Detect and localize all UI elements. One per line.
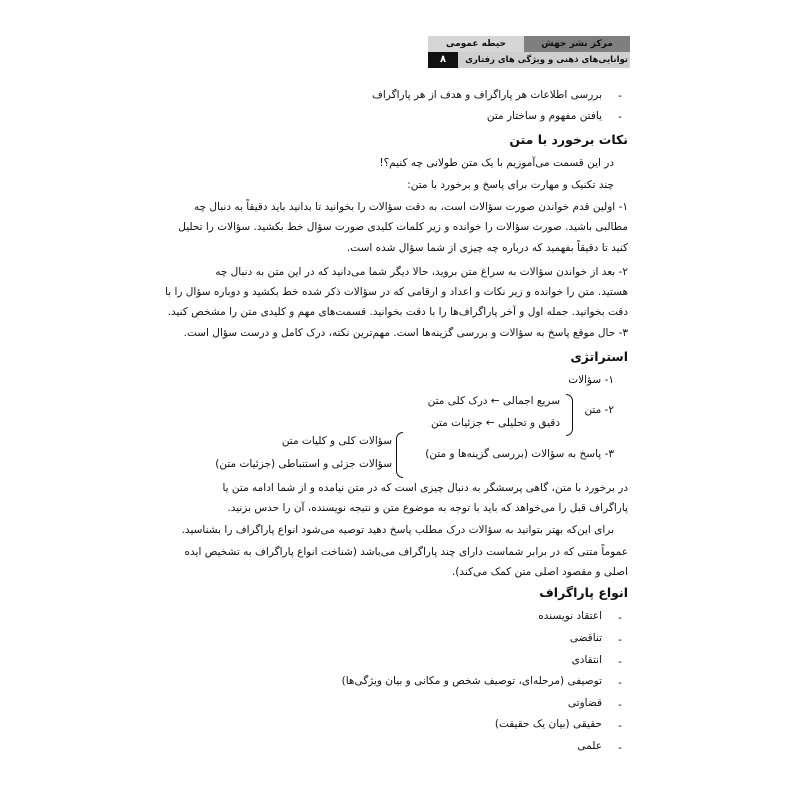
paragraph-line: مطالبی باشید. صورت سؤالات را خوانده و زیر کلمات کلیدی صورت سؤال خط بکشید. سؤالات را تحلیل xyxy=(178,221,628,233)
paragraph-line: در برخورد با متن، گاهی پرسشگر به دنبال چیزی است که در متن نیامده و از شما ادامه متن یا xyxy=(222,482,628,494)
strategy-item: ۱- سؤالات xyxy=(568,374,614,386)
paragraph-type-item: حقیقی (بیان یک حقیقت) xyxy=(494,718,602,730)
section-heading: استراتژی xyxy=(570,349,628,364)
paragraph-line: پاراگراف قبل را می‌خواهد که باید با توجه به موضوع متن و نتیجه نویسنده، آن را حدس بزنید. xyxy=(227,502,628,514)
paragraph-type-item: توصیفی (مرحله‌ای، توصیف شخص و مکانی و بیان ویژگی‌ها) xyxy=(341,675,602,687)
paragraph-line: ۱- اولین قدم خواندن صورت سؤالات است، به دقت سؤالات را بخوانید تا بدانید باید دقیقاً به دنبال چه xyxy=(193,201,628,213)
paragraph-line: عموماً متنی که در برابر شماست دارای چند پاراگراف می‌باشد (شناخت انواع پاراگراف به تشخیص ایده xyxy=(184,546,628,558)
header-publisher: مرکز نشر جهش xyxy=(524,36,630,52)
bullet-dash: - xyxy=(618,634,622,646)
bullet-dash: - xyxy=(618,699,622,711)
bullet-dash: - xyxy=(618,720,622,732)
strategy-subitem: سؤالات جزئی و استنباطی (جزئیات متن) xyxy=(215,458,392,470)
strategy-subitem: سریع اجمالی ← درک کلی متن xyxy=(427,395,560,407)
question-line: در این قسمت می‌آموزیم با یک متن طولانی چه کنیم؟! xyxy=(379,157,614,169)
strategy-subitem: دقیق و تحلیلی ← جزئیات متن xyxy=(431,417,560,429)
strategy-item: ۲- متن xyxy=(584,404,614,416)
paragraph-line: برای این‌که بهتر بتوانید به سؤالات درک مطلب پاسخ دهید توصیه می‌شود انواع پاراگراف را بشناسید. xyxy=(181,524,614,536)
bullet-dash: - xyxy=(618,111,622,123)
paragraph-type-item: قضاوتی xyxy=(567,697,602,709)
paragraph-line: کنید تا دقیقاً بفهمید که درباره چه چیزی از شما سؤال شده است. xyxy=(346,242,628,254)
paragraph-line: اصلی و مقصود اصلی متن کمک می‌کند). xyxy=(451,566,628,578)
header-section-label: حیطه عمومی xyxy=(428,36,524,52)
bullet-dash: - xyxy=(618,90,622,102)
brace xyxy=(396,432,403,478)
page-number: ۸ xyxy=(428,52,458,68)
paragraph-type-item: علمی xyxy=(577,740,602,752)
section-heading: انواع پاراگراف xyxy=(539,585,628,600)
strategy-subitem: سؤالات کلی و کلیات متن xyxy=(281,435,392,447)
paragraph-line: دقت بخوانید. جمله اول و آخر پاراگراف‌ها را با دقت بخوانید. قسمت‌های مهم و کلیدی متن را مشخص کنید. xyxy=(167,306,628,318)
header-subtitle: توانایی‌های ذهنی و ویژگی های رفتاری xyxy=(465,55,628,65)
question-line: چند تکنیک و مهارت برای پاسخ و برخورد با متن: xyxy=(407,179,614,191)
bullet-dash: - xyxy=(618,677,622,689)
bullet-dash: - xyxy=(618,612,622,624)
brace xyxy=(566,394,573,436)
strategy-item: ۳- پاسخ به سؤالات (بررسی گزینه‌ها و متن) xyxy=(425,448,614,460)
intro-bullet: یافتن مفهوم و ساختار متن xyxy=(486,110,602,122)
bullet-dash: - xyxy=(618,742,622,754)
section-heading: نکات برخورد با متن xyxy=(509,132,628,147)
paragraph-line: ۳- حال موقع پاسخ به سؤالات و بررسی گزینه‌ها است. مهم‌ترین نکته، درک کامل و درست سؤال است. xyxy=(183,327,628,339)
intro-bullet: بررسی اطلاعات هر پاراگراف و هدف از هر پاراگراف xyxy=(372,89,602,101)
bullet-dash: - xyxy=(618,656,622,668)
paragraph-type-item: اعتقاد نویسنده xyxy=(538,610,602,622)
paragraph-type-item: انتقادی xyxy=(571,654,602,666)
paragraph-line: هستید. متن را خوانده و زیر نکات و اعداد و ارقامی که در سؤالات ذکر شده خط بکشید و دوباره سؤال را با xyxy=(164,286,628,298)
paragraph-type-item: تناقضی xyxy=(569,632,602,644)
paragraph-line: ۲- بعد از خواندن سؤالات به سراغ متن بروید، حالا دیگر شما می‌دانید که در این متن به دنبال چه xyxy=(215,266,628,278)
